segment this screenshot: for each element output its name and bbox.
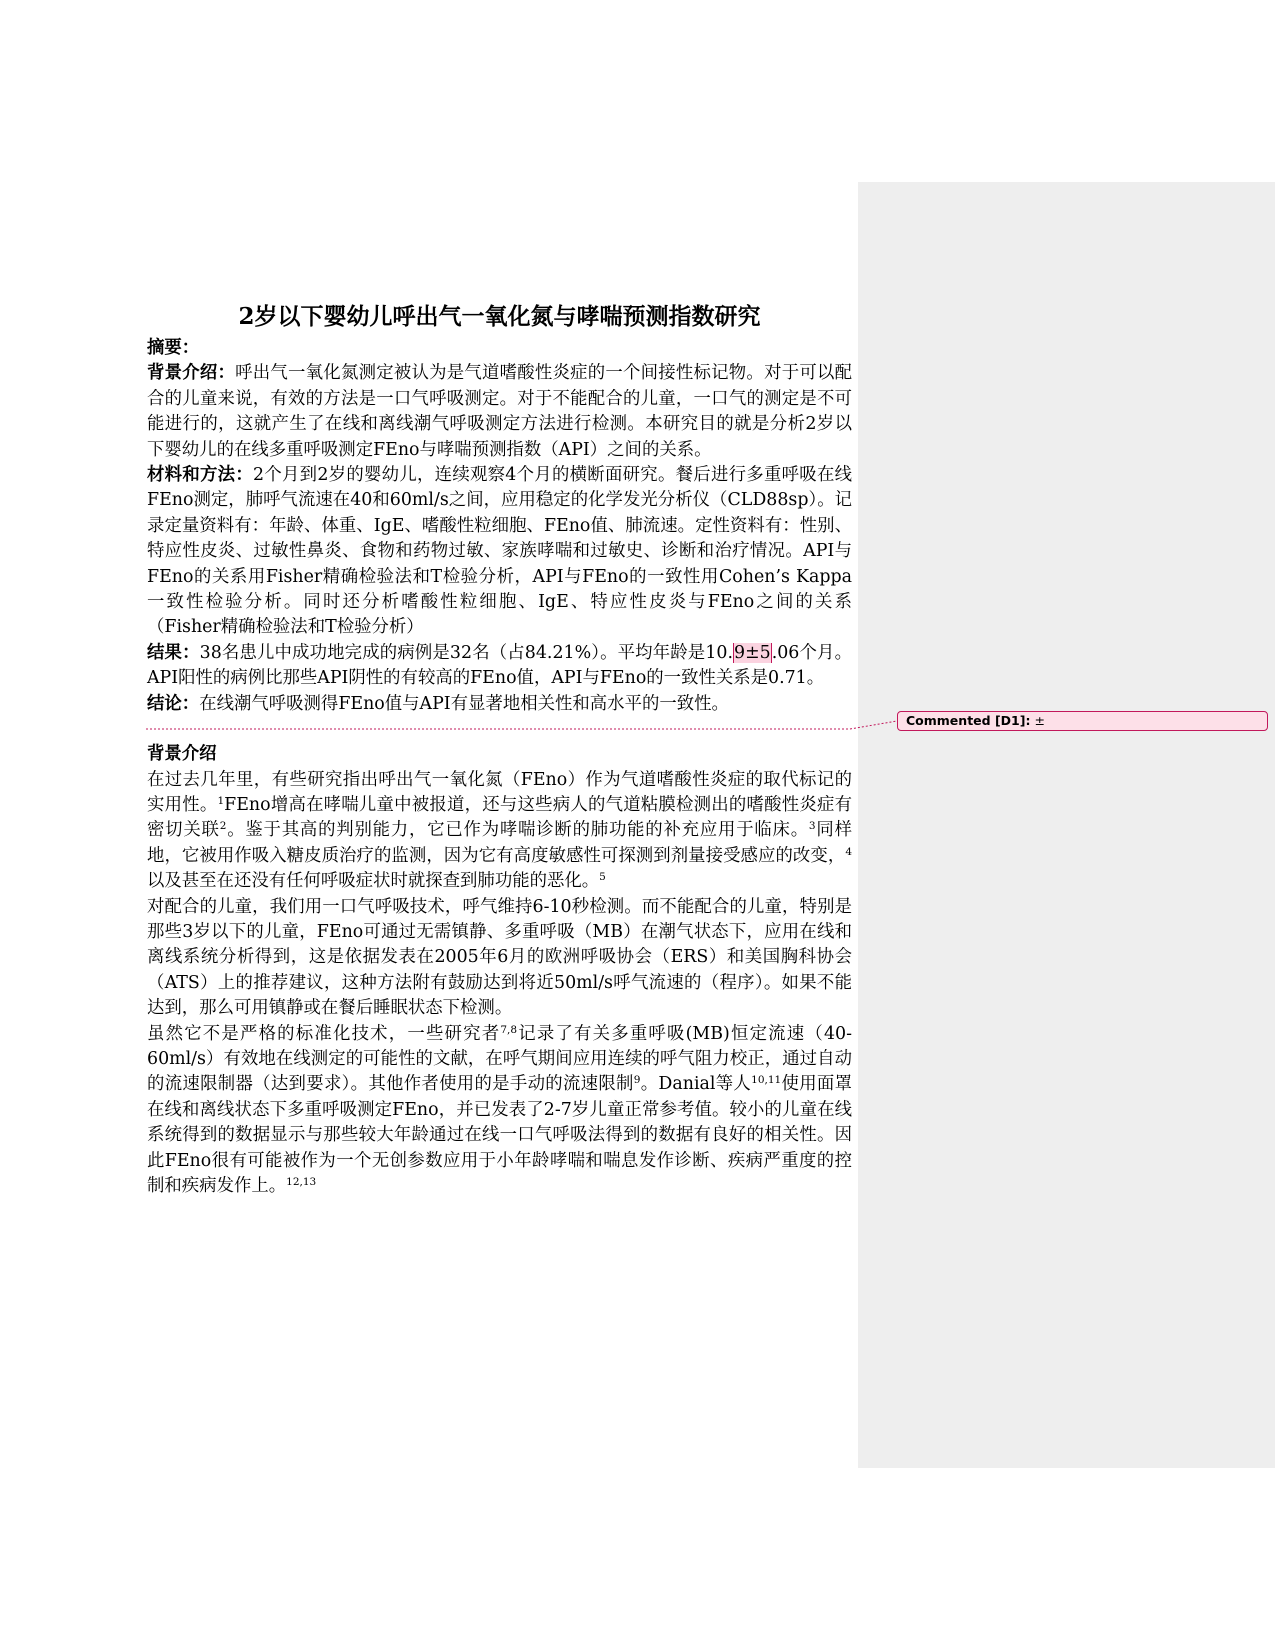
background-text: 呼出气一氧化氮测定被认为是气道嗜酸性炎症的一个间接性标记物。对于可以配合的儿童来说，有效的方法是一口气呼吸测定。对于不能配合的儿童，一口气的测定是不可能进行的，这就产生了在线和离线潮气呼吸测定方法进行检测。本研究目的就是分析2岁以下婴幼儿的在线多重呼吸测定FEno与哮喘预测指数（API）之间的关系。 bbox=[147, 363, 852, 460]
abstract-conclusion bbox=[147, 692, 852, 717]
abstract-background bbox=[147, 361, 852, 463]
background-label: 背景介绍： bbox=[147, 363, 236, 384]
citation-ref: 10,11 bbox=[751, 1074, 782, 1087]
citation-ref: 1 bbox=[217, 794, 225, 807]
p1-sentence-2: FEno增高在哮喘儿童中被报道，还与这些病人的气道粘膜检测出的嗜酸性炎症有密切关联 bbox=[147, 794, 852, 841]
comment-balloon[interactable] bbox=[897, 711, 1268, 731]
conclusion-text: 在线潮气呼吸测得FEno值与API有显著地相关性和高水平的一致性。 bbox=[199, 693, 729, 714]
comment-text: ± bbox=[1034, 713, 1045, 728]
abstract-heading: 摘要： bbox=[147, 338, 200, 358]
p3-sentence-4: 使用面罩在线和离线状态下多重呼吸测定FEno，并已发表了2-7岁儿童正常参考值。较小的儿童在线系统得到的数据显示与那些较大年龄通过在线一口气呼吸法得到的数据有良好的相关性。因此FEno很有可能被作为一个无创参数应用于小年龄哮喘和喘息发作诊断、疾病严重度的控制和疾病发作上。 bbox=[147, 1074, 852, 1196]
p1-sentence-3: 。鉴于其高的判别能力，它已作为哮喘诊断的肺功能的补充应用于临床。 bbox=[226, 820, 809, 841]
methods-text: 2个月到2岁的婴幼儿，连续观察4个月的横断面研究。餐后进行多重呼吸在线FEno测定，肺呼气流速在40和60ml/s之间，应用稳定的化学发光分析仪（CLD88sp）。记录定量资料有：年龄、体重、IgE、嗜酸性粒细胞、FEno值、肺流速。定性资料有：性别、特应性皮炎、过敏性鼻炎、食物和药物过敏、家族哮喘和过敏史、诊断和治疗情况。API与FEno的关系用Fisher精确检验法和T检验分析，API与FEno的一致性用Cohen’s Kappa一致性检验分析。同时还分析嗜酸性粒细胞、IgE、特应性皮炎与FEno之间的关系（Fisher精确检验法和T检验分析） bbox=[147, 465, 852, 638]
p1-sentence-1: 在过去几年里，有些研究指出呼出气一氧化氮（FEno）作为气道嗜酸性炎症的取代标记的实用性。 bbox=[147, 769, 852, 815]
results-text-before: 38名患儿中成功地完成的病例是32名（占84.21%）。平均年龄是10. bbox=[199, 642, 733, 663]
abstract-methods bbox=[147, 463, 852, 641]
background-paragraph-3 bbox=[147, 1022, 852, 1200]
citation-ref: 3 bbox=[808, 820, 816, 833]
p3-sentence-3: 。Danial等人 bbox=[640, 1074, 752, 1095]
p3-sentence-1: 虽然它不是严格的标准化技术，一些研究者 bbox=[147, 1023, 501, 1044]
comment-pane bbox=[858, 182, 1275, 1468]
comment-label: Commented [D1]: bbox=[906, 713, 1031, 728]
document-body bbox=[147, 300, 852, 1199]
citation-ref: 12,13 bbox=[286, 1176, 317, 1188]
background-paragraph-2: 对配合的儿童，我们用一口气呼吸技术，呼气维持6-10秒检测。而不能配合的儿童，特别是那些3岁以下的儿童，FEno可通过无需镇静、多重呼吸（MB）在潮气状态下，应用在线和离线系统分析得到，这是依据发表在2005年6月的欧洲呼吸协会（ERS）和美国胸科协会（ATS）上的推荐建议，这种方法附有鼓励达到将近50ml/s呼气流速的（程序）。如果不能达到，那么可用镇静或在餐后睡眠状态下检测。 bbox=[147, 896, 852, 1019]
p1-sentence-4: 同样地，它被用作吸入糖皮质治疗的监测，因为它有高度敏感性可探测到剂量接受感应的改变， bbox=[147, 820, 852, 866]
comment-anchor-highlight[interactable]: 9±5 bbox=[734, 642, 771, 663]
p1-sentence-5: 以及甚至在还没有任何呼吸症状时就探查到肺功能的恶化。 bbox=[147, 871, 600, 892]
citation-ref: 7,8 bbox=[500, 1023, 518, 1036]
background-section-heading: 背景介绍 bbox=[147, 744, 217, 765]
methods-label: 材料和方法： bbox=[147, 465, 253, 486]
results-label: 结果： bbox=[147, 642, 200, 663]
conclusion-label: 结论： bbox=[147, 693, 200, 714]
citation-ref: 5 bbox=[599, 871, 606, 884]
abstract-results bbox=[147, 641, 852, 692]
background-paragraph-1 bbox=[147, 768, 852, 895]
results-text-after: .06个月。API阳性的病例比那些API阴性的有较高的FEno值，API与FEno的一致性关系是0.71。 bbox=[147, 642, 852, 689]
citation-ref: 9 bbox=[633, 1074, 641, 1087]
citation-ref: 4 bbox=[845, 845, 852, 858]
document-title: 2岁以下婴幼儿呼出气一氧化氮与哮喘预测指数研究 bbox=[238, 303, 761, 330]
citation-ref: 2 bbox=[219, 820, 227, 833]
p3-sentence-2: 记录了有关多重呼吸(MB)恒定流速（40-60ml/s）有效地在线测定的可能性的文献，在呼气期间应用连续的呼气阻力校正，通过自动的流速限制器（达到要求）。其他作者使用的是手动的流速限制 bbox=[147, 1023, 852, 1095]
